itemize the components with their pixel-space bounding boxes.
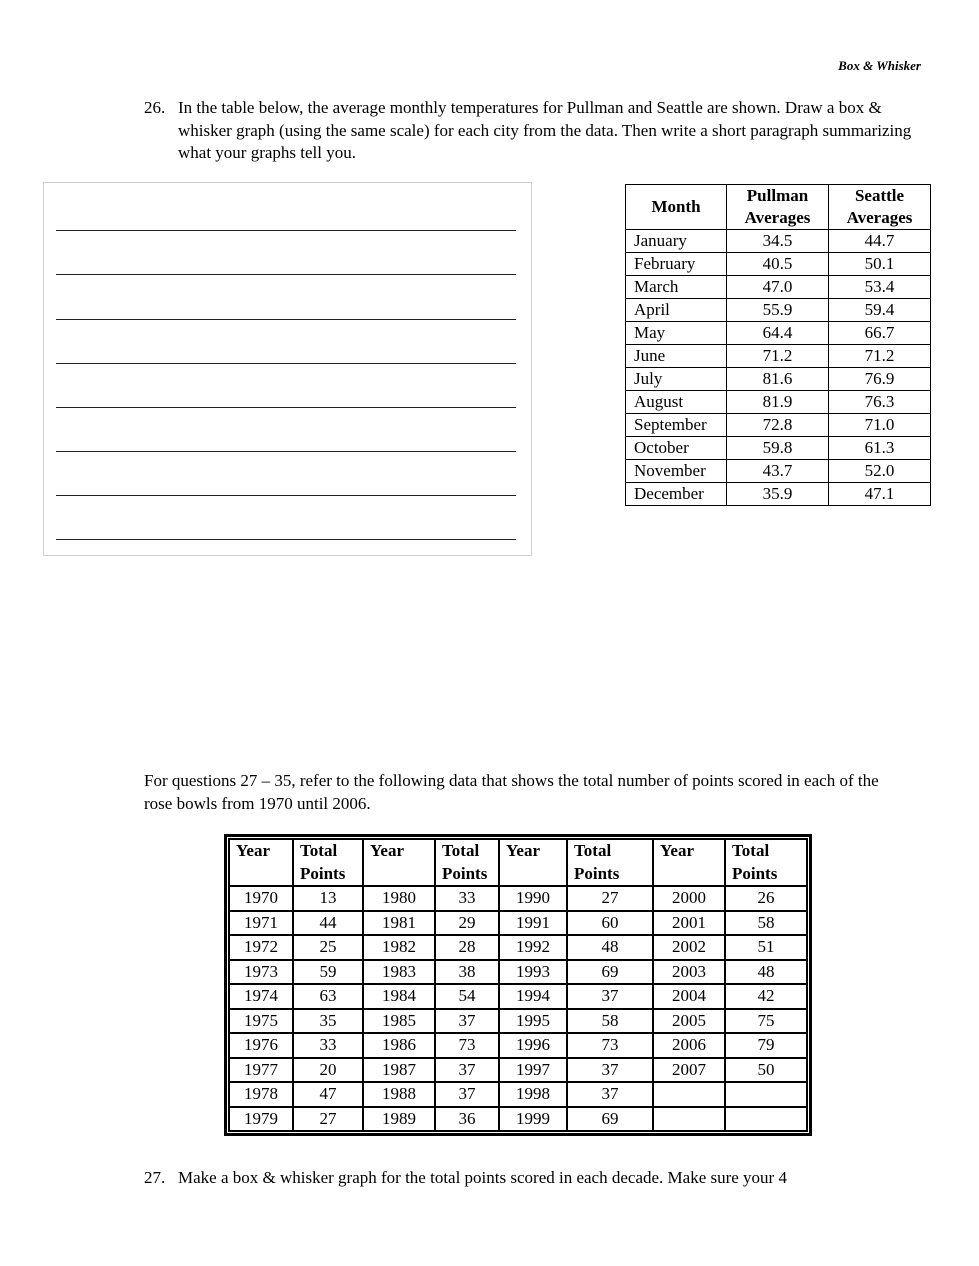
question-text: In the table below, the average monthly temperatures for Pullman and Seattle are shown. Draw a box & whisker graph (using the same scale) for each city from the data. Then write a short paragraph summarizing what your graphs tell you. bbox=[178, 98, 912, 162]
answer-line[interactable] bbox=[56, 495, 516, 496]
table-cell: 1984 bbox=[363, 984, 435, 1009]
table-cell: 25 bbox=[293, 935, 363, 960]
table-row bbox=[229, 1107, 807, 1132]
table-cell: 1996 bbox=[499, 1033, 567, 1058]
table-cell: 1979 bbox=[229, 1107, 293, 1132]
table-cell: 2000 bbox=[653, 886, 725, 911]
table-cell bbox=[653, 1107, 725, 1132]
year-header: Year bbox=[363, 839, 435, 886]
table-cell bbox=[725, 1107, 807, 1132]
table-row bbox=[626, 253, 931, 276]
month-cell: April bbox=[626, 299, 727, 322]
question-27 bbox=[144, 1167, 924, 1190]
table-cell: 1983 bbox=[363, 960, 435, 985]
month-cell: December bbox=[626, 483, 727, 506]
month-cell: May bbox=[626, 322, 727, 345]
table-cell: 69 bbox=[567, 960, 653, 985]
table-row bbox=[229, 1009, 807, 1034]
table-cell: 37 bbox=[567, 1082, 653, 1107]
table-row bbox=[626, 276, 931, 299]
month-cell: September bbox=[626, 414, 727, 437]
table-cell: 1986 bbox=[363, 1033, 435, 1058]
table-cell: 1993 bbox=[499, 960, 567, 985]
table-cell: 54 bbox=[435, 984, 499, 1009]
points-header: Total Points bbox=[725, 839, 807, 886]
table-header-row bbox=[626, 185, 931, 230]
table-row bbox=[626, 368, 931, 391]
answer-line[interactable] bbox=[56, 230, 516, 231]
seattle-cell: 53.4 bbox=[829, 276, 931, 299]
table-cell: 73 bbox=[435, 1033, 499, 1058]
table-cell: 1975 bbox=[229, 1009, 293, 1034]
table-cell: 26 bbox=[725, 886, 807, 911]
table-cell: 1974 bbox=[229, 984, 293, 1009]
seattle-cell: 71.0 bbox=[829, 414, 931, 437]
table-cell: 37 bbox=[567, 984, 653, 1009]
table-row bbox=[626, 414, 931, 437]
answer-line[interactable] bbox=[56, 319, 516, 320]
table-row bbox=[229, 984, 807, 1009]
answer-line[interactable] bbox=[56, 363, 516, 364]
seattle-cell: 59.4 bbox=[829, 299, 931, 322]
table-row bbox=[626, 345, 931, 368]
question-text: Make a box & whisker graph for the total points scored in each decade. Make sure your 4 bbox=[178, 1168, 787, 1187]
table-cell: 1992 bbox=[499, 935, 567, 960]
month-cell: October bbox=[626, 437, 727, 460]
column-header: Pullman Averages bbox=[727, 185, 829, 230]
month-cell: February bbox=[626, 253, 727, 276]
seattle-cell: 66.7 bbox=[829, 322, 931, 345]
answer-line[interactable] bbox=[56, 274, 516, 275]
table-cell: 73 bbox=[567, 1033, 653, 1058]
table-cell: 1994 bbox=[499, 984, 567, 1009]
month-cell: July bbox=[626, 368, 727, 391]
month-cell: November bbox=[626, 460, 727, 483]
table-cell: 28 bbox=[435, 935, 499, 960]
year-header: Year bbox=[229, 839, 293, 886]
table-cell: 27 bbox=[293, 1107, 363, 1132]
table-cell: 1999 bbox=[499, 1107, 567, 1132]
table-cell: 2007 bbox=[653, 1058, 725, 1083]
table-cell: 37 bbox=[435, 1082, 499, 1107]
table-cell: 36 bbox=[435, 1107, 499, 1132]
pullman-cell: 43.7 bbox=[727, 460, 829, 483]
table-cell: 1988 bbox=[363, 1082, 435, 1107]
table-cell: 35 bbox=[293, 1009, 363, 1034]
table-cell: 2006 bbox=[653, 1033, 725, 1058]
table-cell bbox=[725, 1082, 807, 1107]
table-cell: 37 bbox=[567, 1058, 653, 1083]
pullman-cell: 47.0 bbox=[727, 276, 829, 299]
rose-bowl-table bbox=[228, 838, 808, 1132]
table-cell: 75 bbox=[725, 1009, 807, 1034]
seattle-cell: 52.0 bbox=[829, 460, 931, 483]
table-cell: 48 bbox=[567, 935, 653, 960]
rose-bowl-table-frame bbox=[224, 834, 812, 1136]
seattle-cell: 76.3 bbox=[829, 391, 931, 414]
table-row bbox=[229, 935, 807, 960]
table-cell: 50 bbox=[725, 1058, 807, 1083]
table-cell: 2005 bbox=[653, 1009, 725, 1034]
table-cell: 2001 bbox=[653, 911, 725, 936]
table-cell: 79 bbox=[725, 1033, 807, 1058]
answer-line[interactable] bbox=[56, 407, 516, 408]
table-cell: 13 bbox=[293, 886, 363, 911]
table-cell: 59 bbox=[293, 960, 363, 985]
seattle-cell: 44.7 bbox=[829, 230, 931, 253]
table-cell: 37 bbox=[435, 1058, 499, 1083]
year-header: Year bbox=[499, 839, 567, 886]
table-cell: 1970 bbox=[229, 886, 293, 911]
table-cell: 1982 bbox=[363, 935, 435, 960]
pullman-cell: 35.9 bbox=[727, 483, 829, 506]
month-cell: January bbox=[626, 230, 727, 253]
question-number: 27. bbox=[144, 1168, 166, 1187]
rose-bowl-intro: For questions 27 – 35, refer to the following data that shows the total number of points scored in each of the rose bowls from 1970 until 2006. bbox=[144, 771, 879, 813]
pullman-cell: 72.8 bbox=[727, 414, 829, 437]
table-row bbox=[626, 483, 931, 506]
table-cell: 1980 bbox=[363, 886, 435, 911]
pullman-cell: 71.2 bbox=[727, 345, 829, 368]
page-header: Box & Whisker bbox=[838, 58, 921, 73]
month-cell: June bbox=[626, 345, 727, 368]
table-cell: 1973 bbox=[229, 960, 293, 985]
table-cell: 1989 bbox=[363, 1107, 435, 1132]
table-row bbox=[229, 911, 807, 936]
table-cell: 63 bbox=[293, 984, 363, 1009]
table-cell: 27 bbox=[567, 886, 653, 911]
table-cell: 1991 bbox=[499, 911, 567, 936]
table-cell: 58 bbox=[725, 911, 807, 936]
pullman-cell: 81.9 bbox=[727, 391, 829, 414]
pullman-cell: 34.5 bbox=[727, 230, 829, 253]
column-header: Seattle Averages bbox=[829, 185, 931, 230]
pullman-cell: 55.9 bbox=[727, 299, 829, 322]
table-cell: 47 bbox=[293, 1082, 363, 1107]
seattle-cell: 50.1 bbox=[829, 253, 931, 276]
table-row bbox=[229, 886, 807, 911]
table-cell: 1978 bbox=[229, 1082, 293, 1107]
table-row bbox=[229, 960, 807, 985]
table-cell: 1995 bbox=[499, 1009, 567, 1034]
table-row bbox=[626, 391, 931, 414]
points-header: Total Points bbox=[435, 839, 499, 886]
points-header: Total Points bbox=[293, 839, 363, 886]
question-26 bbox=[144, 97, 924, 165]
seattle-cell: 71.2 bbox=[829, 345, 931, 368]
table-cell: 2004 bbox=[653, 984, 725, 1009]
table-row bbox=[626, 437, 931, 460]
points-header: Total Points bbox=[567, 839, 653, 886]
question-number: 26. bbox=[144, 98, 166, 117]
table-cell: 69 bbox=[567, 1107, 653, 1132]
table-cell: 20 bbox=[293, 1058, 363, 1083]
month-cell: August bbox=[626, 391, 727, 414]
table-cell: 1990 bbox=[499, 886, 567, 911]
table-row bbox=[229, 1058, 807, 1083]
answer-line[interactable] bbox=[56, 539, 516, 540]
table-cell: 60 bbox=[567, 911, 653, 936]
seattle-cell: 47.1 bbox=[829, 483, 931, 506]
table-row bbox=[229, 1082, 807, 1107]
table-cell: 1977 bbox=[229, 1058, 293, 1083]
table-cell: 38 bbox=[435, 960, 499, 985]
table-cell: 58 bbox=[567, 1009, 653, 1034]
table-cell: 51 bbox=[725, 935, 807, 960]
table-cell: 2003 bbox=[653, 960, 725, 985]
table-cell: 33 bbox=[293, 1033, 363, 1058]
seattle-cell: 61.3 bbox=[829, 437, 931, 460]
table-cell: 37 bbox=[435, 1009, 499, 1034]
table-row bbox=[626, 322, 931, 345]
month-cell: March bbox=[626, 276, 727, 299]
table-header-row bbox=[229, 839, 807, 886]
year-header: Year bbox=[653, 839, 725, 886]
table-cell: 1998 bbox=[499, 1082, 567, 1107]
table-row bbox=[626, 460, 931, 483]
table-cell: 29 bbox=[435, 911, 499, 936]
table-cell: 48 bbox=[725, 960, 807, 985]
pullman-cell: 40.5 bbox=[727, 253, 829, 276]
table-cell: 1985 bbox=[363, 1009, 435, 1034]
table-cell: 2002 bbox=[653, 935, 725, 960]
answer-line[interactable] bbox=[56, 451, 516, 452]
table-cell: 42 bbox=[725, 984, 807, 1009]
table-cell: 1987 bbox=[363, 1058, 435, 1083]
table-cell: 1971 bbox=[229, 911, 293, 936]
table-row bbox=[626, 230, 931, 253]
table-cell: 44 bbox=[293, 911, 363, 936]
table-cell bbox=[653, 1082, 725, 1107]
pullman-cell: 81.6 bbox=[727, 368, 829, 391]
table-cell: 1997 bbox=[499, 1058, 567, 1083]
table-row bbox=[229, 1033, 807, 1058]
column-header: Month bbox=[626, 185, 727, 230]
table-cell: 1972 bbox=[229, 935, 293, 960]
pullman-cell: 64.4 bbox=[727, 322, 829, 345]
table-cell: 1981 bbox=[363, 911, 435, 936]
answer-box[interactable] bbox=[43, 182, 532, 556]
table-row bbox=[626, 299, 931, 322]
table-cell: 1976 bbox=[229, 1033, 293, 1058]
pullman-cell: 59.8 bbox=[727, 437, 829, 460]
temperature-table bbox=[625, 184, 931, 506]
table-cell: 33 bbox=[435, 886, 499, 911]
seattle-cell: 76.9 bbox=[829, 368, 931, 391]
